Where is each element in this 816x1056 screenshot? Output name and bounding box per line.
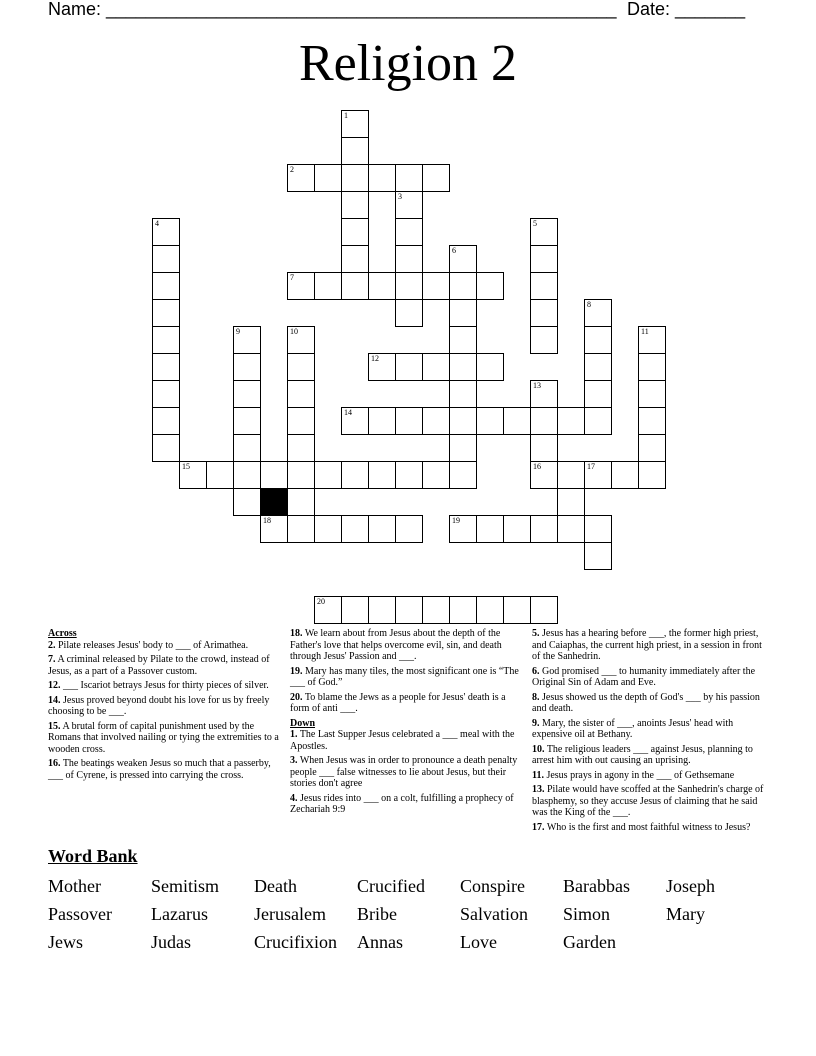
grid-cell[interactable]: [341, 461, 369, 489]
grid-cell[interactable]: [530, 407, 558, 435]
grid-cell[interactable]: [557, 515, 585, 543]
grid-cell[interactable]: [233, 353, 261, 381]
grid-cell[interactable]: [368, 461, 396, 489]
clue-number-label: 16.: [48, 758, 61, 769]
grid-cell[interactable]: [584, 299, 612, 327]
clue-text: Mary, the sister of ___, anoints Jesus' head with expensive oil at Bethany.: [532, 717, 734, 740]
word-bank-word: Simon: [563, 904, 611, 924]
clue-item: [290, 729, 526, 752]
grid-cell[interactable]: [611, 461, 639, 489]
clue-number: 1: [344, 111, 348, 120]
clue-item: [290, 755, 526, 790]
grid-cell[interactable]: [287, 353, 315, 381]
word-bank-word: Love: [460, 932, 497, 952]
word-bank-word: Jerusalem: [254, 904, 326, 924]
clue-number: 2: [290, 165, 294, 174]
grid-cell[interactable]: [206, 461, 234, 489]
grid-cell[interactable]: [557, 488, 585, 516]
grid-cell[interactable]: [368, 164, 396, 192]
grid-cell[interactable]: [422, 407, 450, 435]
clue-number-label: 9.: [532, 717, 540, 729]
grid-cell[interactable]: [422, 353, 450, 381]
grid-cell[interactable]: [449, 245, 477, 273]
clue-number-label: 1.: [290, 729, 298, 740]
grid-cell[interactable]: [449, 380, 477, 408]
clue-item: [48, 721, 280, 756]
grid-cell[interactable]: [314, 515, 342, 543]
grid-cell[interactable]: [368, 515, 396, 543]
grid-cell[interactable]: [449, 461, 477, 489]
grid-cell[interactable]: [422, 272, 450, 300]
clue-number-label: 18.: [290, 628, 303, 639]
clue-number: 5: [533, 219, 537, 228]
clue-item: [532, 744, 768, 767]
grid-cell[interactable]: [395, 407, 423, 435]
clue-number: 12: [371, 354, 379, 363]
word-bank-word: Barabbas: [563, 876, 630, 896]
clue-item: [532, 784, 768, 819]
grid-cell[interactable]: [233, 407, 261, 435]
clue-number: 9: [236, 327, 240, 336]
grid-cell[interactable]: [584, 380, 612, 408]
grid-cell[interactable]: [341, 137, 369, 165]
grid-cell[interactable]: [530, 245, 558, 273]
clue-number-label: 12.: [48, 680, 61, 691]
clue-number: 11: [641, 327, 649, 336]
down-heading: Down: [290, 717, 316, 729]
grid-cell[interactable]: [341, 596, 369, 624]
clue-number-label: 3.: [290, 755, 298, 766]
clue-column-3: [532, 628, 768, 836]
clue-number-label: 14.: [48, 694, 61, 706]
grid-cell[interactable]: [476, 515, 504, 543]
grid-cell[interactable]: [152, 380, 180, 408]
grid-cell[interactable]: [152, 245, 180, 273]
clue-text: Jesus showed us the depth of God's ___ by his passion and death.: [532, 691, 760, 714]
clue-item: [532, 770, 768, 782]
word-bank-word: Joseph: [666, 876, 715, 896]
grid-cell[interactable]: [395, 299, 423, 327]
page-title: Religion 2: [298, 35, 518, 92]
grid-cell[interactable]: [233, 380, 261, 408]
clue-item: [48, 758, 280, 781]
grid-cell[interactable]: [287, 434, 315, 462]
word-bank-word: Death: [254, 876, 297, 896]
grid-cell[interactable]: [638, 461, 666, 489]
clue-item: [48, 695, 280, 718]
clue-item: [48, 640, 280, 652]
grid-cell[interactable]: [341, 515, 369, 543]
word-bank-word: Bribe: [357, 904, 397, 924]
clue-number-label: 8.: [532, 691, 540, 703]
clue-number-label: 7.: [48, 654, 56, 665]
grid-cell[interactable]: [341, 407, 369, 435]
grid-cell[interactable]: [314, 164, 342, 192]
grid-cell[interactable]: [557, 407, 585, 435]
clue-number-label: 10.: [532, 743, 545, 755]
clue-item: [532, 822, 768, 834]
grid-cell[interactable]: [584, 461, 612, 489]
grid-cell[interactable]: [530, 515, 558, 543]
clue-number: 8: [587, 300, 591, 309]
grid-cell[interactable]: [449, 353, 477, 381]
clue-text: The Last Supper Jesus celebrated a ___ meal with the Apostles.: [290, 729, 515, 752]
word-bank-title: Word Bank: [48, 846, 138, 866]
grid-cell[interactable]: [260, 515, 288, 543]
grid-cell[interactable]: [287, 272, 315, 300]
grid-cell[interactable]: [341, 272, 369, 300]
grid-cell[interactable]: [287, 164, 315, 192]
grid-cell[interactable]: [395, 596, 423, 624]
clue-text: A brutal form of capital punishment used by the Romans that involved nailing or tying the extremities to a wooden cross.: [48, 720, 279, 755]
grid-cell[interactable]: [638, 380, 666, 408]
clue-text: Jesus rides into ___ on a colt, fulfilling a prophecy of Zechariah 9:9: [290, 792, 514, 815]
clue-number-label: 4.: [290, 792, 298, 804]
grid-cell[interactable]: [395, 164, 423, 192]
grid-cell[interactable]: [368, 272, 396, 300]
clue-number: 16: [533, 462, 541, 471]
grid-cell[interactable]: [503, 596, 531, 624]
grid-cell[interactable]: [368, 407, 396, 435]
grid-cell[interactable]: [233, 488, 261, 516]
across-heading: Across: [48, 628, 77, 639]
grid-cell[interactable]: [260, 461, 288, 489]
name-field-label: Name: ___________________________________________________: [48, 0, 617, 19]
grid-cell[interactable]: [341, 110, 369, 138]
grid-cell[interactable]: [395, 353, 423, 381]
grid-cell[interactable]: [341, 218, 369, 246]
clue-item: [532, 718, 768, 741]
grid-cell[interactable]: [287, 380, 315, 408]
grid-cell[interactable]: [476, 272, 504, 300]
clue-number: 20: [317, 597, 325, 606]
grid-cell[interactable]: [233, 434, 261, 462]
grid-cell[interactable]: [233, 326, 261, 354]
grid-cell[interactable]: [314, 461, 342, 489]
grid-cell[interactable]: [152, 434, 180, 462]
grid-cell[interactable]: [584, 542, 612, 570]
grid-cell[interactable]: [395, 218, 423, 246]
grid-cell[interactable]: [449, 299, 477, 327]
clue-item: [532, 692, 768, 715]
grid-cell[interactable]: [287, 407, 315, 435]
clue-item: [532, 628, 768, 663]
grid-cell[interactable]: [638, 434, 666, 462]
word-bank-word: Salvation: [460, 904, 528, 924]
word-bank-word: Lazarus: [151, 904, 208, 924]
word-bank-word: Crucified: [357, 876, 425, 896]
grid-cell[interactable]: [287, 515, 315, 543]
word-bank-word: Judas: [151, 932, 191, 952]
clue-item: [290, 793, 526, 816]
grid-cell[interactable]: [557, 461, 585, 489]
grid-cell[interactable]: [476, 407, 504, 435]
word-bank-word: Semitism: [151, 876, 220, 896]
clue-text: Mary has many tiles, the most significant one is “The ___ of God.”: [290, 665, 519, 688]
clue-number-label: 20.: [290, 691, 303, 703]
grid-cell[interactable]: [503, 407, 531, 435]
grid-cell[interactable]: [314, 596, 342, 624]
clue-number-label: 2.: [48, 639, 56, 651]
word-bank-word: Annas: [357, 932, 403, 952]
clue-item: [290, 666, 526, 689]
clue-number-label: 19.: [290, 665, 303, 677]
clue-text: Pilate releases Jesus' body to ___ of Arimathea.: [55, 639, 249, 651]
grid-cell[interactable]: [584, 326, 612, 354]
grid-cell[interactable]: [341, 164, 369, 192]
clue-column-2: [290, 628, 526, 819]
clue-text: Jesus has a hearing before ___, the former high priest, and Caiaphas, the current high priest, in a session in front of the Sanhedrin.: [532, 628, 762, 662]
grid-cell[interactable]: [503, 515, 531, 543]
clue-item: [290, 628, 526, 663]
grid-cell[interactable]: [422, 596, 450, 624]
clue-number: 13: [533, 381, 541, 390]
grid-cell[interactable]: [449, 272, 477, 300]
clue-text: Who is the first and most faithful witness to Jesus?: [544, 821, 751, 833]
word-bank-word: Mother: [48, 876, 101, 896]
grid-cell[interactable]: [152, 218, 180, 246]
clue-text: God promised ___ to humanity immediately after the Original Sin of Adam and Eve.: [532, 665, 756, 688]
clue-number: 7: [290, 273, 294, 282]
grid-cell[interactable]: [449, 434, 477, 462]
word-bank-word: Mary: [666, 904, 705, 924]
clue-number: 15: [182, 462, 190, 471]
grid-cell[interactable]: [449, 515, 477, 543]
grid-cell[interactable]: [179, 461, 207, 489]
grid-cell[interactable]: [368, 596, 396, 624]
clue-number-label: 15.: [48, 720, 61, 732]
clue-item: [532, 666, 768, 689]
clue-number-label: 5.: [532, 628, 540, 639]
clue-text: We learn about from Jesus about the depth of the Father's love that helps overcome evil, sin, and death through Jesus' Passion and ___.: [290, 628, 502, 662]
clue-number: 14: [344, 408, 352, 417]
clue-number: 19: [452, 516, 460, 525]
clue-text: The beatings weaken Jesus so much that a passerby, ___ of Cyrene, is pressed into carrying the cross.: [48, 758, 271, 781]
grid-cell[interactable]: [584, 407, 612, 435]
grid-cell[interactable]: [152, 353, 180, 381]
grid-cell[interactable]: [530, 380, 558, 408]
grid-cell[interactable]: [530, 272, 558, 300]
clue-number: 17: [587, 462, 595, 471]
date-field-label: Date: _______: [627, 0, 746, 19]
grid-cell[interactable]: [638, 407, 666, 435]
clue-item: [48, 654, 280, 677]
grid-cell[interactable]: [530, 596, 558, 624]
grid-cell[interactable]: [449, 596, 477, 624]
clue-text: ___ Iscariot betrays Jesus for thirty pieces of silver.: [60, 680, 269, 691]
grid-cell[interactable]: [287, 461, 315, 489]
word-bank-word: Passover: [48, 904, 112, 924]
clue-text: The religious leaders ___ against Jesus, planning to arrest him with out causing an uprising.: [532, 743, 753, 766]
grid-cell[interactable]: [395, 272, 423, 300]
grid-cell[interactable]: [395, 245, 423, 273]
clue-text: Jesus prays in agony in the ___ of Gethsemane: [543, 769, 735, 781]
clue-number: 3: [398, 192, 402, 201]
clue-text: To blame the Jews as a people for Jesus' death is a form of anti ___.: [290, 691, 506, 714]
word-bank-word: Crucifixion: [254, 932, 337, 952]
grid-cell[interactable]: [476, 353, 504, 381]
clue-number: 6: [452, 246, 456, 255]
grid-cell[interactable]: [449, 326, 477, 354]
grid-cell[interactable]: [530, 461, 558, 489]
grid-cell[interactable]: [368, 353, 396, 381]
clue-number: 10: [290, 327, 298, 336]
grid-cell[interactable]: [341, 191, 369, 219]
grid-cell[interactable]: [422, 164, 450, 192]
clue-text: Jesus proved beyond doubt his love for us by freely choosing to be ___.: [48, 694, 270, 717]
grid-cell[interactable]: [584, 515, 612, 543]
clue-number: 4: [155, 219, 159, 228]
clue-number-label: 17.: [532, 821, 545, 833]
grid-cell[interactable]: [314, 272, 342, 300]
word-bank-word: Jews: [48, 932, 83, 952]
grid-cell[interactable]: [287, 326, 315, 354]
grid-cell[interactable]: [530, 326, 558, 354]
grid-cell[interactable]: [395, 515, 423, 543]
grid-cell[interactable]: [449, 407, 477, 435]
grid-cell[interactable]: [152, 407, 180, 435]
grid-cell[interactable]: [638, 353, 666, 381]
grid-cell[interactable]: [422, 461, 450, 489]
grid-cell[interactable]: [584, 353, 612, 381]
grid-cell[interactable]: [341, 245, 369, 273]
grid-cell[interactable]: [395, 191, 423, 219]
clue-number: 18: [263, 516, 271, 525]
grid-cell[interactable]: [152, 272, 180, 300]
clue-text: A criminal released by Pilate to the crowd, instead of Jesus, as a part of a Passover custom.: [48, 654, 270, 677]
grid-cell[interactable]: [152, 326, 180, 354]
grid-cell[interactable]: [476, 596, 504, 624]
clue-item: [290, 692, 526, 715]
clue-column-1: [48, 628, 280, 784]
grid-cell[interactable]: [233, 461, 261, 489]
word-bank-word: Garden: [563, 932, 616, 952]
grid-cell[interactable]: [530, 434, 558, 462]
grid-cell[interactable]: [395, 461, 423, 489]
clue-item: [48, 680, 280, 692]
clue-number-label: 6.: [532, 665, 540, 677]
word-bank-word: Conspire: [460, 876, 525, 896]
grid-cell[interactable]: [152, 299, 180, 327]
grid-black-cell: [260, 488, 288, 516]
grid-cell[interactable]: [530, 299, 558, 327]
clue-text: Pilate would have scoffed at the Sanhedrin's charge of blasphemy, so they accuse Jesus of claiming that he said was the King of the ___.: [532, 784, 764, 818]
clue-text: When Jesus was in order to pronounce a death penalty people ___ false witnesses to lie about Jesus, but their stories don't agree: [290, 755, 518, 789]
grid-cell[interactable]: [287, 488, 315, 516]
grid-cell[interactable]: [638, 326, 666, 354]
clue-number-label: 11.: [532, 769, 544, 781]
clue-number-label: 13.: [532, 784, 545, 795]
grid-cell[interactable]: [530, 218, 558, 246]
